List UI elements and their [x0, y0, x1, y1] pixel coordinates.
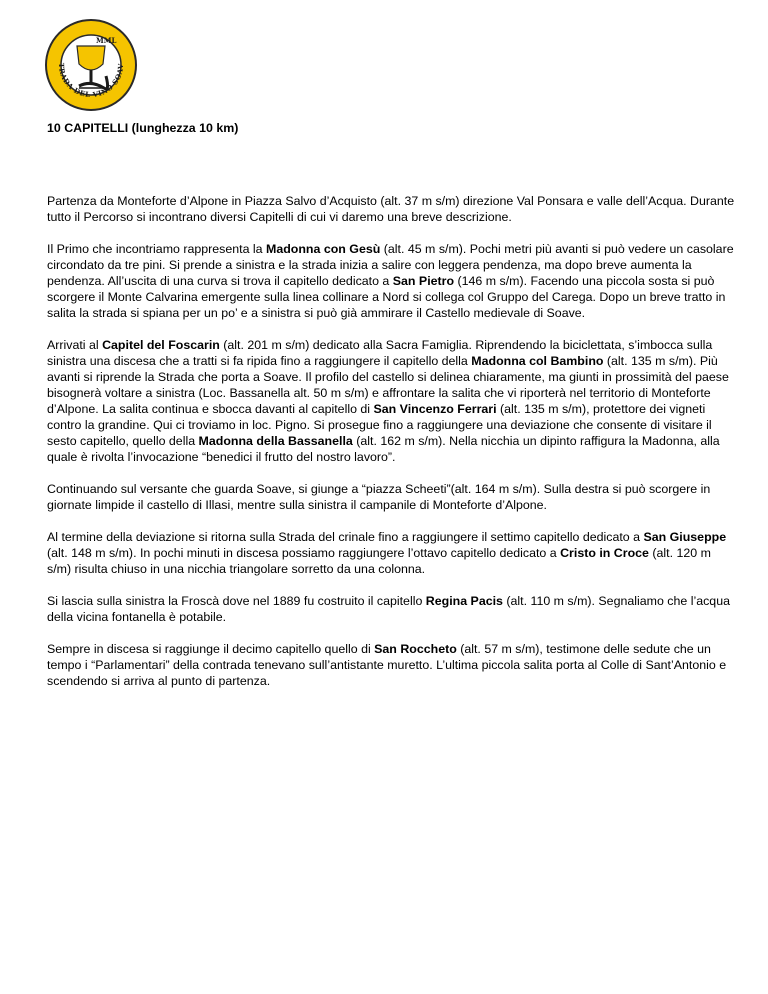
capitello-name: Regina Pacis: [425, 594, 503, 608]
paragraph-text: Sempre in discesa si raggiunge il decimo capitello quello di: [47, 642, 375, 656]
paragraph-piazza-scheeti: [47, 481, 737, 513]
capitello-name: Madonna col Bambino: [471, 354, 604, 368]
paragraph-text: Arrivati al: [47, 338, 103, 352]
paragraph-text: (146 m s/m). Facendo una piccola sosta si può scorgere il Monte Calvarina emergente sulla linea collinare a Nord si collega col Gruppo del Carega. Dopo un breve tratto in salita la strada si spiana per un po’ e a sinistra si può già ammirare il Castello medievale di Soave.: [47, 274, 726, 320]
logo-ring-text: TRADA DEL VINO SOAV: [56, 62, 126, 100]
strada-del-vino-soave-logo: [44, 18, 138, 112]
paragraph-text: (alt. 120 m s/m) risulta chiuso in una nicchia triangolare sorretto da una colonna.: [47, 546, 711, 576]
logo-initials: MML: [96, 36, 117, 45]
paragraph-text: (alt. 135 m s/m). Più avanti si riprende la Strada che porta a Soave. Il profilo del castello si delinea chiaramente, ma giunti in prossimità del paese bisognerà voltare a sinistra (Loc. Bassanella alt. 50 m s/m) e affrontare la salita che vi riporterà nel territorio di Monteforte d’Alpone. La salita continua e sbocca davanti al capitello di: [47, 354, 729, 416]
document-body: [47, 120, 737, 689]
paragraph-text: (alt. 148 m s/m). In pochi minuti in discesa possiamo raggiungere l’ottavo capitello dedicato a: [47, 546, 561, 560]
paragraph-text: (alt. 162 m s/m). Nella nicchia un dipinto raffigura la Madonna, alla quale è rivolta l’invocazione “benedici il frutto del nostro lavoro”.: [47, 434, 720, 464]
paragraph-text: Al termine della deviazione si ritorna sulla Strada del crinale fino a raggiungere il settimo capitello dedicato a: [47, 530, 644, 544]
capitello-name: Madonna della Bassanella: [198, 434, 353, 448]
capitello-name: Madonna con Gesù: [266, 242, 381, 256]
capitello-name: San Pietro: [392, 274, 455, 288]
paragraph-san-roccheto: [47, 641, 737, 689]
paragraph-text: Il Primo che incontriamo rappresenta la: [47, 242, 267, 256]
paragraph-text: Partenza da Monteforte d’Alpone in Piazza Salvo d’Acquisto (alt. 37 m s/m) direzione Val Ponsara e valle dell’Acqua. Durante tutto il Percorso si incontrano diversi Capitelli di cui vi daremo una breve descrizione.: [47, 194, 735, 224]
paragraph-start: [47, 193, 737, 225]
paragraph-san-giuseppe: [47, 529, 737, 577]
paragraph-madonna-con-gesu: [47, 241, 737, 321]
paragraph-capitel-del-foscarin: [47, 337, 737, 465]
paragraph-regina-pacis: [47, 593, 737, 625]
paragraph-text: (alt. 135 m s/m), protettore dei vigneti contro la grandine. Qui ci troviamo in loc. Pigno. Si prosegue fino a raggiungere una deviazione che consente di visitare il sesto capitello, quello della: [47, 402, 712, 448]
paragraph-text: (alt. 57 m s/m), testimone delle sedute che un tempo i “Parlamentari” della contrada tenevano sull’antistante muretto. L’ultima piccola salita porta al Colle di Sant’Antonio e scendendo si arriva al punto di partenza.: [47, 642, 727, 688]
document-title: 10 CAPITELLI (lunghezza 10 km): [47, 121, 239, 135]
paragraph-text: Si lascia sulla sinistra la Froscà dove nel 1889 fu costruito il capitello: [47, 594, 426, 608]
logo-emblem: [44, 18, 138, 112]
capitello-name: Cristo in Croce: [560, 546, 649, 560]
paragraph-text: (alt. 110 m s/m). Segnaliamo che l’acqua della vicina fontanella è potabile.: [47, 594, 730, 624]
capitello-name: San Giuseppe: [643, 530, 727, 544]
paragraph-text: (alt. 201 m s/m) dedicato alla Sacra Famiglia. Riprendendo la biciclettata, s’imbocca sulla sinistra una discesa che a tratti si fa ripida fino a raggiungere il capitello della: [47, 338, 713, 368]
paragraph-text: (alt. 45 m s/m). Pochi metri più avanti si può vedere un casolare circondato da tre pini. Si prende a sinistra e la strada inizia a salire con leggera pendenza, ma dopo breve aumenta la pendenza. All’uscita di una curva si trova il capitello dedicato a: [47, 242, 734, 288]
capitello-name: San Vincenzo Ferrari: [373, 402, 497, 416]
capitello-name: San Roccheto: [374, 642, 457, 656]
capitello-name: Capitel del Foscarin: [102, 338, 220, 352]
paragraph-text: Continuando sul versante che guarda Soave, si giunge a “piazza Scheeti”(alt. 164 m s/m). Sulla destra si può scorgere in giornate limpide il castello di Illasi, mentre sulla sinistra il campanile di Monteforte d’Alpone.: [47, 482, 711, 512]
